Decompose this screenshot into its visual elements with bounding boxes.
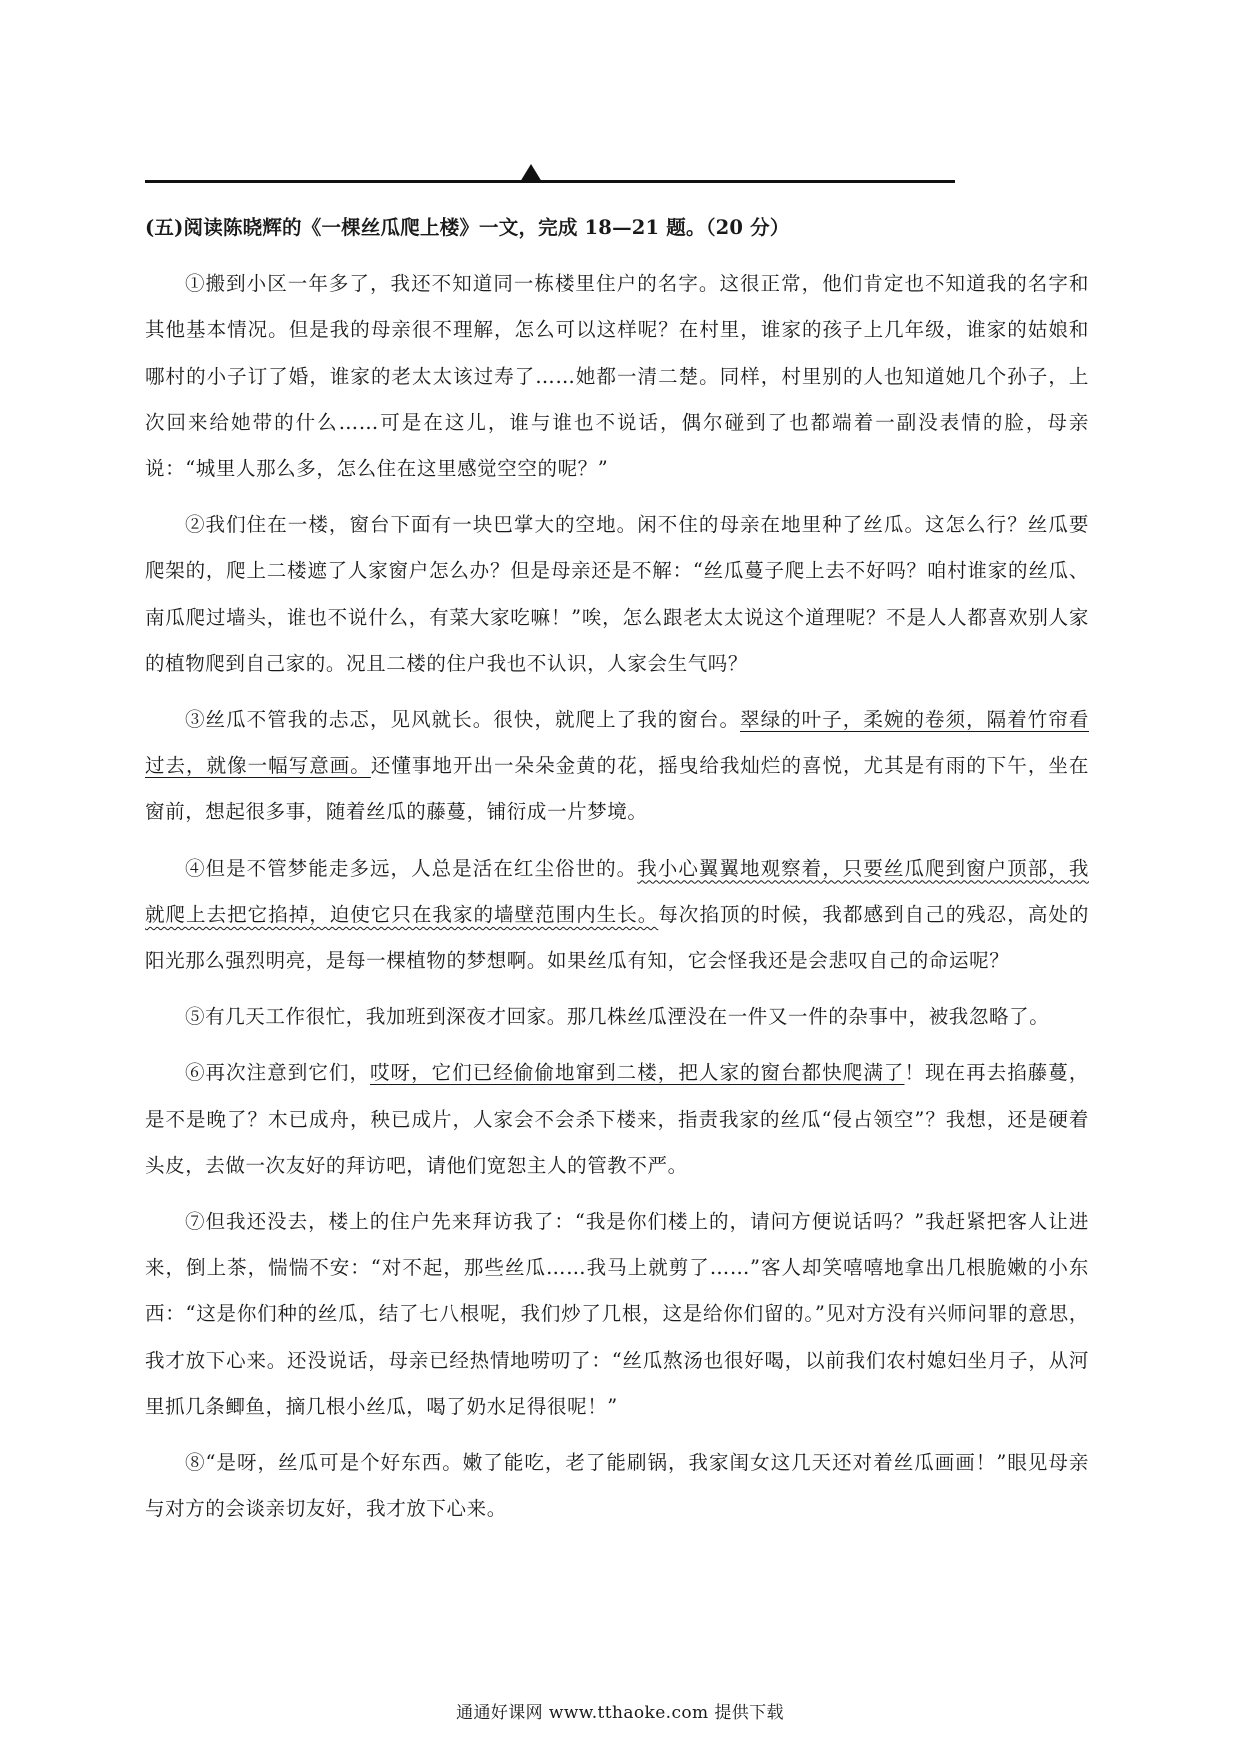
paragraph-1: ①搬到小区一年多了，我还不知道同一栋楼里住户的名字。这很正常，他们肯定也不知道我的名字和其他基本情况。但是我的母亲很不理解，怎么可以这样呢？在村里，谁家的孩子上几年级，谁家的姑娘和哪村的小子订了婚，谁家的老太太该过寿了……她都一清二楚。同样，村里别的人也知道她几个孙子，上次回来给她带的什么……可是在这儿，谁与谁也不说话，偶尔碰到了也都端着一副没表情的脸，母亲说：“城里人那么多，怎么住在这里感觉空空的呢？” bbox=[145, 272, 1089, 481]
paragraph-4 bbox=[145, 846, 1089, 985]
paragraph-4-text-end: 每次掐顶的时候，我都感到自己的残忍，高处的阳光那么强烈明亮，是每一棵植物的梦想啊。如果丝瓜有知，它会怪我还是会悲叹自己的命运呢？ bbox=[145, 902, 1089, 973]
underlined-sentence: 哎呀，它们已经偷偷地窜到二楼，把人家的窗台都快爬满了 bbox=[370, 1061, 905, 1085]
paragraph-8: ⑧“是呀，丝瓜可是个好东西。嫩了能吃，老了能刷锅，我家闺女这几天还对着丝瓜画画！”眼见母亲与对方的会谈亲切友好，我才放下心来。 bbox=[145, 1451, 1089, 1521]
paragraph-6-text: ⑥再次注意到它们， bbox=[185, 1061, 370, 1085]
section-heading: (五)阅读陈晓辉的《一棵丝瓜爬上楼》一文，完成 18—21 题。（20 分） bbox=[145, 216, 790, 239]
paragraph-6 bbox=[145, 1050, 1089, 1189]
paragraph-6-text-end: ！现在再去掐藤蔓，是不是晚了？木已成舟，秧已成片，人家会不会杀下楼来，指责我家的丝瓜“侵占领空”？我想，还是硬着头皮，去做一次友好的拜访吧，请他们宽恕主人的管教不严。 bbox=[145, 1061, 1089, 1177]
top-divider bbox=[145, 180, 955, 183]
paragraph-3-text-end: 还懂事地开出一朵朵金黄的花，摇曳给我灿烂的喜悦，尤其是有雨的下午，坐在窗前，想起很多事，随着丝瓜的藤蔓，铺衍成一片梦境。 bbox=[145, 754, 1089, 824]
page-footer: 通通好课网 www.tthaoke.com 提供下载 bbox=[456, 1703, 784, 1723]
paragraph-3-text: ③丝瓜不管我的忐忑，见风就长。很快，就爬上了我的窗台。 bbox=[185, 708, 741, 732]
article-body bbox=[145, 205, 1089, 1542]
paragraph-5: ⑤有几天工作很忙，我加班到深夜才回家。那几株丝瓜湮没在一件又一件的杂事中，被我忽略了。 bbox=[185, 1005, 1050, 1029]
wavy-underlined-sentence: 我小心翼翼地观察着，只要丝瓜爬到窗户顶部，我就爬上去把它掐掉，迫使它只在我家的墙壁范围内生长。 bbox=[145, 856, 1090, 926]
paragraph-7: ⑦但我还没去，楼上的住户先来拜访我了：“我是你们楼上的，请问方便说话吗？”我赶紧把客人让进来，倒上茶，惴惴不安：“对不起，那些丝瓜……我马上就剪了……”客人却笑嘻嘻地拿出几根脆嫩的小东西：“这是你们种的丝瓜，结了七八根呢，我们炒了几根，这是给你们留的。”见对方没有兴师问罪的意思，我才放下心来。还没说话，母亲已经热情地唠叨了：“丝瓜熬汤也很好喝，以前我们农村媳妇坐月子，从河里抓几条鲫鱼，摘几根小丝瓜，喝了奶水足得很呢！” bbox=[145, 1210, 1089, 1418]
paragraph-4-text: ④但是不管梦能走多远，人总是活在红尘俗世的。 bbox=[185, 856, 638, 880]
underlined-sentence: 翠绿的叶子，柔婉的卷须，隔着竹帘看过去，就像一幅写意画。 bbox=[145, 708, 1090, 778]
paragraph-2: ②我们住在一楼，窗台下面有一块巴掌大的空地。闲不住的母亲在地里种了丝瓜。这怎么行？丝瓜要爬架的，爬上二楼遮了人家窗户怎么办？但是母亲还是不解：“丝瓜蔓子爬上去不好吗？咱村谁家的丝瓜、南瓜爬过墙头，谁也不说什么，有菜大家吃嘛！”唉，怎么跟老太太说这个道理呢？不是人人都喜欢别人家的植物爬到自己家的。况且二楼的住户我也不认识，人家会生气吗？ bbox=[145, 513, 1089, 675]
paragraph-3 bbox=[145, 697, 1089, 836]
